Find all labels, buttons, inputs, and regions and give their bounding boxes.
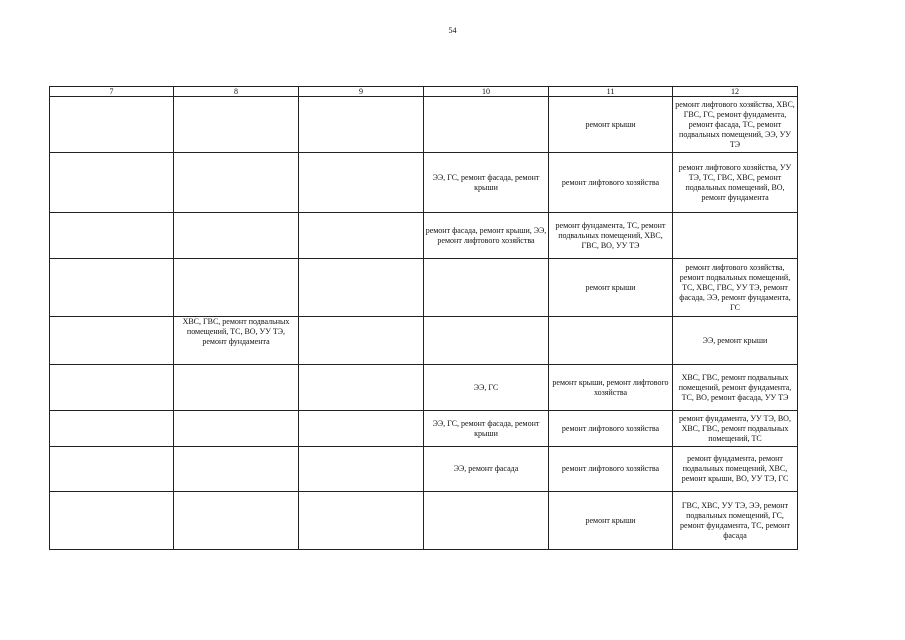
table-row (50, 259, 798, 317)
table-cell (50, 153, 174, 213)
table-cell: ЭЭ, ГС, ремонт фасада, ремонт крыши (424, 411, 549, 447)
table-cell: ЭЭ, ремонт крыши (673, 317, 798, 365)
table-cell: ремонт фундамента, ТС, ремонт подвальных помещений, ХВС, ГВС, ВО, УУ ТЭ (549, 213, 673, 259)
table-header-row (50, 87, 798, 97)
table-cell (174, 153, 299, 213)
table-cell (50, 97, 174, 153)
table-cell: ремонт крыши, ремонт лифтового хозяйства (549, 365, 673, 411)
table-cell: ХВС, ГВС, ремонт подвальных помещений, ТС, ВО, УУ ТЭ, ремонт фундамента (174, 317, 299, 365)
table-cell (50, 259, 174, 317)
table-cell (50, 447, 174, 492)
column-header: 12 (673, 87, 798, 97)
table-cell: ЭЭ, ГС (424, 365, 549, 411)
table-cell (174, 259, 299, 317)
table-cell (174, 365, 299, 411)
table-cell (50, 317, 174, 365)
table-row (50, 317, 798, 365)
column-header: 8 (174, 87, 299, 97)
table-row (50, 97, 798, 153)
table-cell (299, 259, 424, 317)
table-cell (299, 317, 424, 365)
table-cell (299, 365, 424, 411)
table-cell (299, 447, 424, 492)
table-cell (50, 492, 174, 550)
table-cell: ремонт лифтового хозяйства, ремонт подвальных помещений, ТС, ХВС, ГВС, УУ ТЭ, ремонт фасада, ЭЭ, ремонт фундамента, ГС (673, 259, 798, 317)
table-cell: ХВС, ГВС, ремонт подвальных помещений, ремонт фундамента, ТС, ВО, ремонт фасада, УУ ТЭ (673, 365, 798, 411)
column-header: 9 (299, 87, 424, 97)
table-cell: ремонт крыши (549, 97, 673, 153)
table-cell: ремонт лифтового хозяйства (549, 411, 673, 447)
table-cell: ЭЭ, ремонт фасада (424, 447, 549, 492)
table-cell: ремонт крыши (549, 492, 673, 550)
table-cell: ремонт крыши (549, 259, 673, 317)
table-cell (174, 447, 299, 492)
table-cell: ремонт лифтового хозяйства, УУ ТЭ, ТС, ГВС, ХВС, ремонт подвальных помещений, ВО, ремонт фундамента (673, 153, 798, 213)
table-cell (299, 213, 424, 259)
column-header: 10 (424, 87, 549, 97)
table-cell (299, 97, 424, 153)
table-cell (299, 411, 424, 447)
column-header: 7 (50, 87, 174, 97)
table-row (50, 365, 798, 411)
table-cell (174, 411, 299, 447)
table-row (50, 411, 798, 447)
table-row (50, 447, 798, 492)
table-row (50, 492, 798, 550)
table-cell: ремонт лифтового хозяйства (549, 447, 673, 492)
table-cell (424, 259, 549, 317)
table-cell (424, 97, 549, 153)
table-cell: ремонт фундамента, УУ ТЭ, ВО, ХВС, ГВС, ремонт подвальных помещений, ТС (673, 411, 798, 447)
table-cell (424, 317, 549, 365)
table-cell (174, 97, 299, 153)
table-cell (50, 213, 174, 259)
table-cell (174, 213, 299, 259)
page-number: 54 (448, 26, 457, 35)
column-header: 11 (549, 87, 673, 97)
work-schedule-table (49, 86, 798, 550)
table-cell: ЭЭ, ГС, ремонт фасада, ремонт крыши (424, 153, 549, 213)
table-row (50, 213, 798, 259)
table-row (50, 153, 798, 213)
table-cell (50, 365, 174, 411)
table-cell: ремонт фасада, ремонт крыши, ЭЭ, ремонт лифтового хозяйства (424, 213, 549, 259)
table-cell (549, 317, 673, 365)
table-cell: ремонт лифтового хозяйства, ХВС, ГВС, ГС, ремонт фундамента, ремонт фасада, ТС, ремонт подвальных помещений, ЭЭ, УУ ТЭ (673, 97, 798, 153)
table-cell (50, 411, 174, 447)
table-cell (299, 492, 424, 550)
table-cell (299, 153, 424, 213)
table-cell: ремонт лифтового хозяйства (549, 153, 673, 213)
table-cell (424, 492, 549, 550)
table-cell (174, 492, 299, 550)
table-cell (673, 213, 798, 259)
table-cell: ремонт фундамента, ремонт подвальных помещений, ХВС, ремонт крыши, ВО, УУ ТЭ, ГС (673, 447, 798, 492)
table-cell: ГВС, ХВС, УУ ТЭ, ЭЭ, ремонт подвальных помещений, ГС, ремонт фундамента, ТС, ремонт фасада (673, 492, 798, 550)
